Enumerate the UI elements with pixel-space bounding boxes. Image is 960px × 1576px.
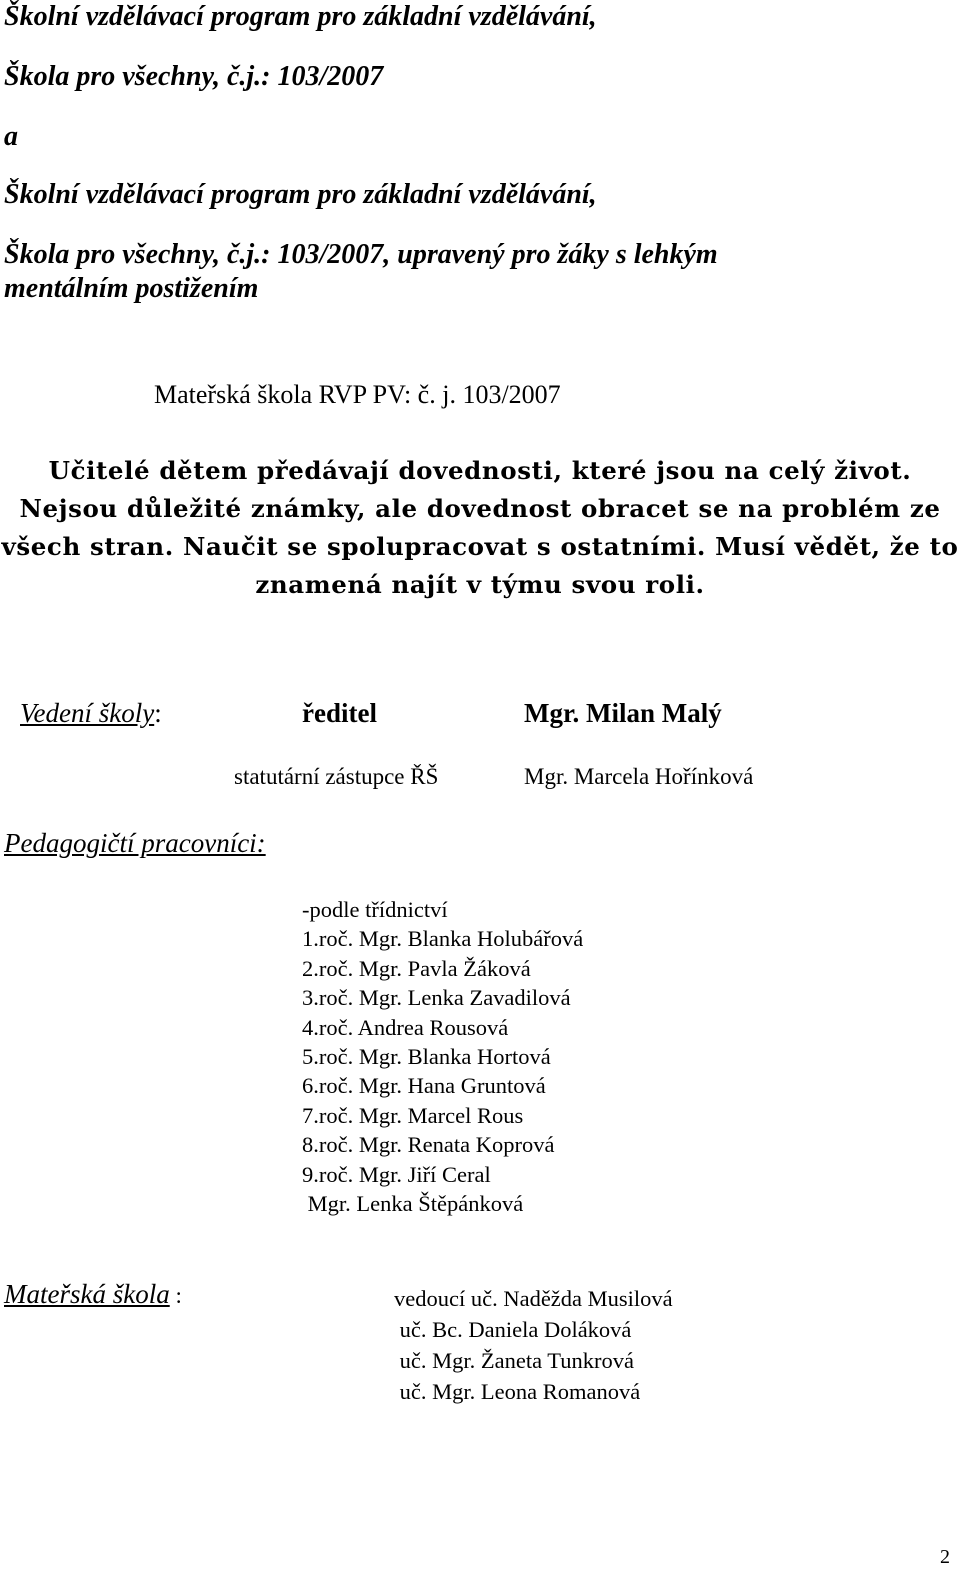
list-item: 6.roč. Mgr. Hana Gruntová	[302, 1073, 546, 1099]
teachers-list	[302, 895, 583, 1218]
program-title-line-5: Škola pro všechny, č.j.: 103/2007, upravený pro žáky s lehkým	[4, 239, 718, 270]
deputy-role: statutární zástupce ŘŠ	[234, 764, 439, 789]
list-item: 8.roč. Mgr. Renata Koprová	[302, 1132, 555, 1158]
page-number: 2	[940, 1546, 950, 1568]
list-item: -podle třídnictví	[302, 897, 448, 922]
leadership-colon: :	[154, 698, 162, 728]
director-role: ředitel	[302, 698, 377, 728]
director-name: Mgr. Milan Malý	[524, 698, 722, 728]
school-motto: Učitelé dětem předávají dovednosti, které jsou na celý život. Nejsou důležité známky, ale dovednost obracet se na problém ze všech stran. Naučit se spolupracovat s ostatními. Musí vědět, že to znamená najít v týmu svou roli.	[1, 456, 959, 599]
list-item: uč. Bc. Daniela Doláková	[394, 1317, 632, 1342]
conjunction: a	[4, 121, 18, 152]
kindergarten-label: Mateřská škola	[4, 1279, 170, 1309]
kindergarten-program-line: Mateřská škola RVP PV: č. j. 103/2007	[154, 380, 561, 409]
list-item: vedoucí uč. Naděžda Musilová	[394, 1286, 673, 1311]
list-item: 5.roč. Mgr. Blanka Hortová	[302, 1044, 551, 1070]
program-title-line-4: Školní vzdělávací program pro základní vzdělávání,	[4, 179, 597, 210]
list-item: uč. Mgr. Žaneta Tunkrová	[394, 1348, 634, 1373]
kindergarten-heading	[4, 1279, 182, 1310]
leadership-heading	[20, 698, 162, 729]
program-title-line-2: Škola pro všechny, č.j.: 103/2007	[4, 61, 384, 92]
list-item: 2.roč. Mgr. Pavla Žáková	[302, 955, 531, 981]
list-item: 3.roč. Mgr. Lenka Zavadilová	[302, 985, 571, 1011]
list-item: 4.roč. Andrea Rousová	[302, 1014, 509, 1040]
list-item: 1.roč. Mgr. Blanka Holubářová	[302, 926, 584, 952]
list-item: 7.roč. Mgr. Marcel Rous	[302, 1102, 524, 1128]
list-item: uč. Mgr. Leona Romanová	[394, 1379, 641, 1404]
program-title-line-6: mentálním postižením	[4, 273, 259, 304]
program-title-line-1: Školní vzdělávací program pro základní vzdělávání,	[4, 1, 597, 32]
deputy-name: Mgr. Marcela Hořínková	[524, 764, 754, 789]
kindergarten-colon: :	[169, 1283, 182, 1308]
teachers-label: Pedagogičtí pracovníci:	[4, 828, 266, 858]
kindergarten-staff-list	[394, 1283, 673, 1407]
leadership-label: Vedení školy	[20, 698, 155, 728]
list-item: 9.roč. Mgr. Jiří Ceral	[302, 1161, 491, 1187]
list-item: Mgr. Lenka Štěpánková	[302, 1191, 524, 1217]
